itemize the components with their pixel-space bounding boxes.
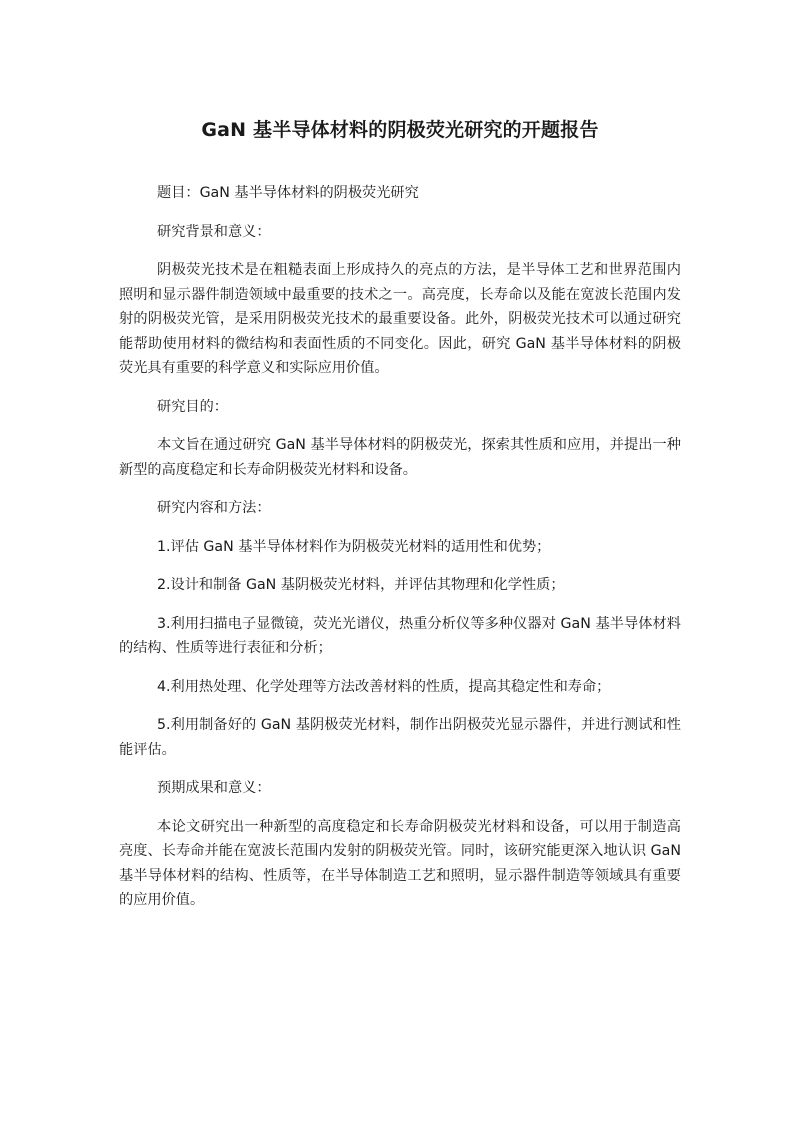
method-item-2: 2.设计和制备 GaN 基阴极荧光材料，并评估其物理和化学性质； <box>157 577 565 593</box>
method-item-5: 5.利用制备好的 GaN 基阴极荧光材料，制作出阴极荧光显示器件，并进行测试和性能评估。 <box>119 717 681 758</box>
topic-line: 题目：GaN 基半导体材料的阴极荧光研究 <box>157 185 419 201</box>
method-item-1: 1.评估 GaN 基半导体材料作为阴极荧光材料的适用性和优势； <box>157 538 551 555</box>
section-heading-methods: 研究内容和方法： <box>157 500 271 516</box>
section-heading-purpose: 研究目的： <box>157 398 228 415</box>
method-item-3: 3.利用扫描电子显微镜，荧光光谱仪，热重分析仪等多种仪器对 GaN 基半导体材料的结构、性质等进行表征和分析； <box>119 615 681 656</box>
method-item-4: 4.利用热处理、化学处理等方法改善材料的性质，提高其稳定性和寿命； <box>157 678 611 695</box>
section-heading-background: 研究背景和意义： <box>157 223 271 240</box>
outcomes-paragraph: 本论文研究出一种新型的高度稳定和长寿命阴极荧光材料和设备，可以用于制造高亮度、长寿命并能在宽波长范围内发射的阴极荧光管。同时，该研究能更深入地认识 GaN 基半导体材料的结构、性质等，在半导体制造工艺和照明，显示器件制造等领域具有重要的应用价值。 <box>119 818 681 908</box>
section-heading-outcomes: 预期成果和意义： <box>157 780 271 796</box>
document-title: GaN 基半导体材料的阴极荧光研究的开题报告 <box>201 119 599 141</box>
document-body <box>119 181 681 927</box>
background-paragraph: 阴极荧光技术是在粗糙表面上形成持久的亮点的方法，是半导体工艺和世界范围内照明和显示器件制造领域中最重要的技术之一。高亮度，长寿命以及能在宽波长范围内发射的阴极荧光管，是采用阴极荧光技术的最重要设备。此外，阴极荧光技术可以通过研究能帮助使用材料的微结构和表面性质的不同变化。因此，研究 GaN 基半导体材料的阴极荧光具有重要的科学意义和实际应用价值。 <box>119 262 681 376</box>
purpose-paragraph: 本文旨在通过研究 GaN 基半导体材料的阴极荧光，探索其性质和应用，并提出一种新型的高度稳定和长寿命阴极荧光材料和设备。 <box>119 437 681 478</box>
